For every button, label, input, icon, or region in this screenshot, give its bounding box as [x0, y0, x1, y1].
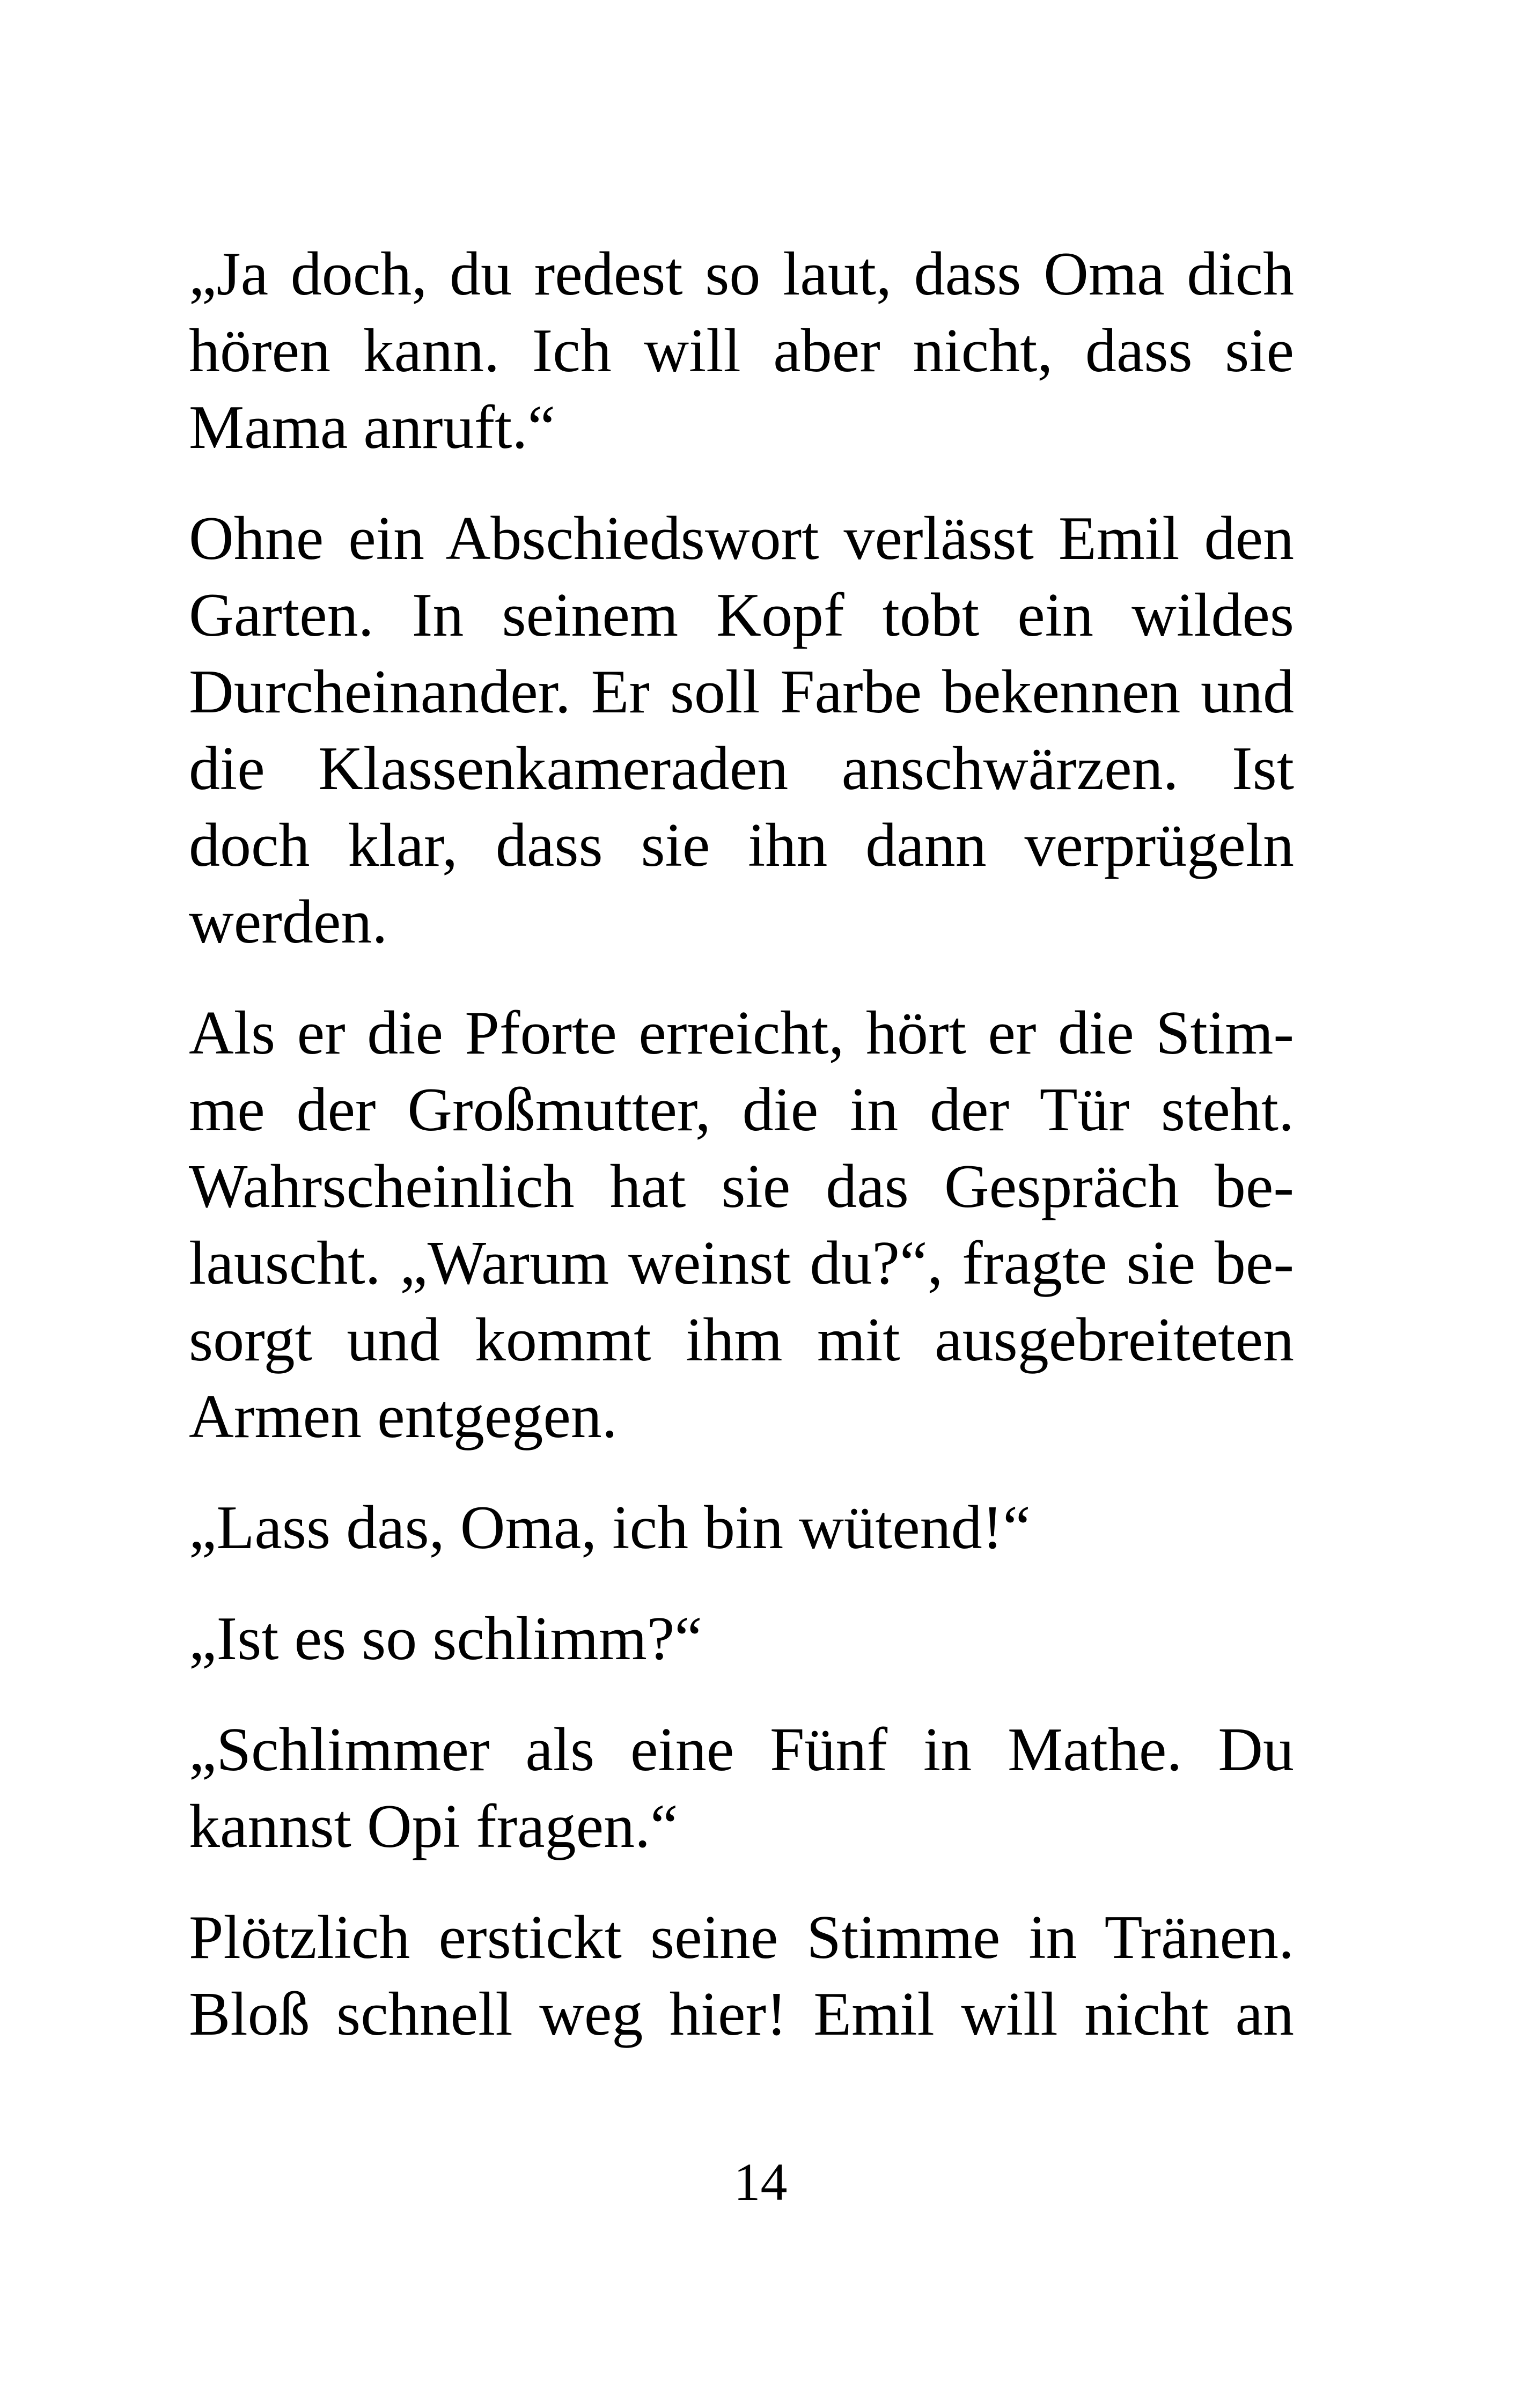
- text-line: lauscht. „Warum weinst du?“, fragte sie be-: [189, 1229, 1294, 1298]
- paragraph: [189, 500, 1294, 961]
- text-line: Als er die Pforte erreicht, hört er die Stim-: [189, 999, 1294, 1067]
- text-line: hören kann. Ich will aber nicht, dass sie: [189, 316, 1294, 385]
- text-line: Mama anruft.“: [189, 393, 555, 462]
- text-line: Armen entgegen.: [189, 1382, 618, 1451]
- text-line: die Klassenkameraden anschwärzen. Ist: [189, 734, 1294, 803]
- text-line: Wahrscheinlich hat sie das Gespräch be-: [189, 1152, 1294, 1221]
- paragraph: [189, 1712, 1294, 1865]
- text-line: kannst Opi fragen.“: [189, 1792, 678, 1861]
- text-line: „Ja doch, du redest so laut, dass Oma dich: [189, 240, 1294, 308]
- paragraph: [189, 1490, 1294, 1566]
- text-line: Garten. In seinem Kopf tobt ein wildes: [189, 581, 1294, 650]
- text-line: werden.: [189, 888, 388, 956]
- text-line: „Ist es so schlimm?“: [189, 1604, 702, 1673]
- body-text: [189, 236, 1294, 2053]
- paragraph: [189, 1899, 1294, 2053]
- text-line: Durcheinander. Er soll Farbe bekennen und: [189, 658, 1294, 726]
- text-line: Plötzlich erstickt seine Stimme in Tränen.: [189, 1903, 1294, 1972]
- text-line: Ohne ein Abschiedswort verlässt Emil den: [189, 504, 1294, 573]
- text-line: sorgt und kommt ihm mit ausgebreiteten: [189, 1306, 1294, 1374]
- paragraph: [189, 1601, 1294, 1677]
- text-line: doch klar, dass sie ihn dann verprügeln: [189, 811, 1294, 880]
- text-line: „Schlimmer als eine Fünf in Mathe. Du: [189, 1715, 1294, 1784]
- paragraph: [189, 995, 1294, 1455]
- text-line: „Lass das, Oma, ich bin wütend!“: [189, 1493, 1031, 1562]
- text-line: me der Großmutter, die in der Tür steht.: [189, 1076, 1294, 1144]
- paragraph: [189, 236, 1294, 466]
- page-number: 14: [733, 2152, 788, 2212]
- text-line: Bloß schnell weg hier! Emil will nicht an: [189, 1980, 1294, 2049]
